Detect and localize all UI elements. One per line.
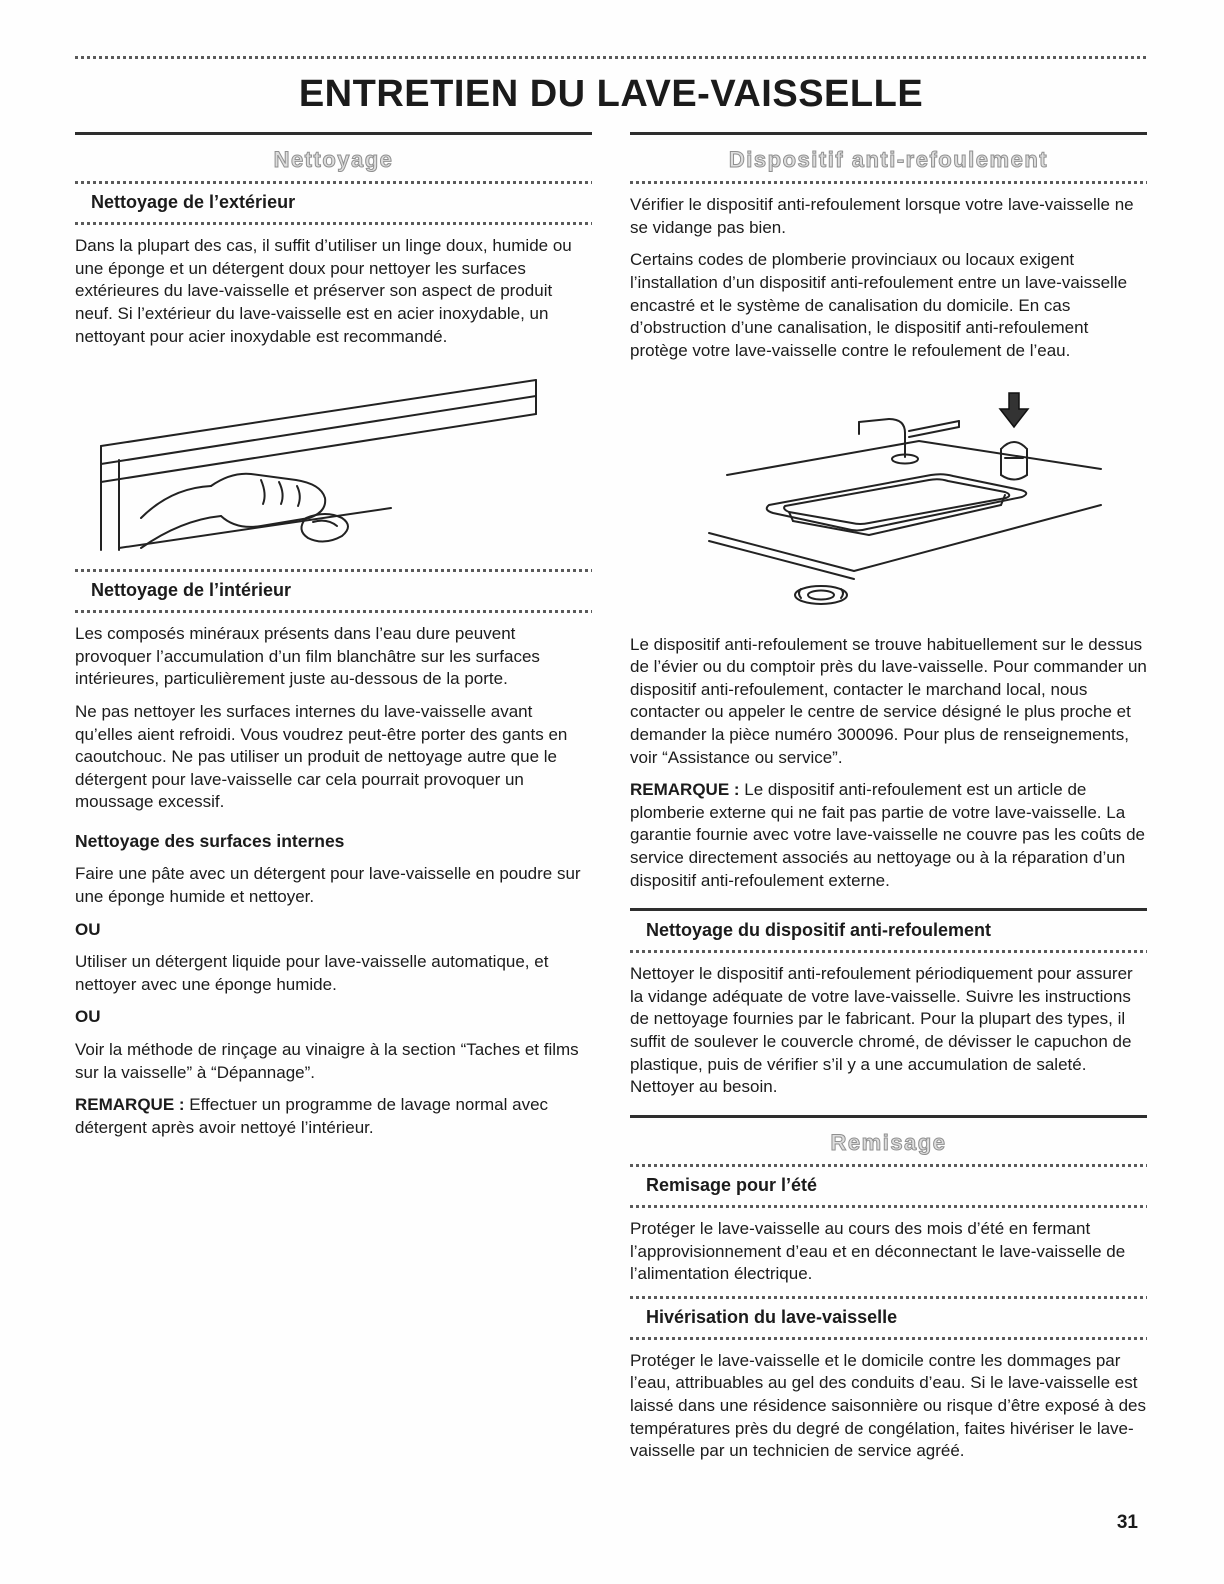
dotted-rule xyxy=(630,181,1147,184)
note-label: REMARQUE : xyxy=(630,780,745,800)
figure-sink-air-gap xyxy=(630,383,1147,618)
page-title: ENTRETIEN DU LAVE-VAISSELLE xyxy=(298,73,924,115)
dotted-rule xyxy=(75,569,592,572)
dotted-rule xyxy=(630,1164,1147,1167)
two-column-layout xyxy=(75,132,1147,1473)
dotted-rule xyxy=(630,950,1147,953)
heading-internal-surfaces: Nettoyage des surfaces internes xyxy=(75,831,345,852)
note-paragraph xyxy=(75,1094,592,1139)
section-header-anti-refoulement: Dispositif anti-refoulement xyxy=(728,147,1049,172)
paragraph-internal-2: Utiliser un détergent liquide pour lave-vaisselle automatique, et nettoyer avec une éponge humide. xyxy=(75,952,549,994)
dotted-rule xyxy=(630,1296,1147,1299)
note-paragraph xyxy=(630,779,1147,892)
paragraph-summer-storage: Protéger le lave-vaisselle au cours des mois d’été en fermant l’approvisionnement d’eau et en déconnectant le lave-vaisselle de l’alimentation électrique. xyxy=(630,1219,1126,1284)
note-text: Effectuer un programme de lavage normal avec détergent après avoir nettoyé l’intérieur. xyxy=(75,1095,549,1137)
dotted-rule xyxy=(75,181,592,184)
note-text: Le dispositif anti-refoulement est un article de plomberie externe qui ne fait pas partie de votre lave-vaisselle. La garantie fournie avec votre lave-vaisselle ne couvre pas les coûts de service directement associés au nettoyage ou à la réparation d’un dispositif anti-refoulement externe. xyxy=(630,780,1146,890)
paragraph-winterizing: Protéger le lave-vaisselle et le domicile contre les dommages par l’eau, attribuables au gel des conduits d’eau. Si le lave-vaisselle est laissé dans une résidence saisonnière ou risque d’être exposé à des températures près du degré de congélation, faites hivériser le lave-vaisselle par un technicien de service agréé. xyxy=(630,1350,1146,1461)
subsection-exterior-cleaning: Nettoyage de l’extérieur xyxy=(91,192,296,213)
paragraph-exterior-1: Dans la plupart des cas, il suffit d’utiliser un linge doux, humide ou une éponge et un détergent doux pour nettoyer les surfaces extérieures du lave-vaisselle et préserver son aspect de produit neuf. Si l’extérieur du lave-vaisselle est en acier inoxydable, un nettoyant pour acier inoxydable est recommandé. xyxy=(75,236,572,346)
subsection-interior-cleaning: Nettoyage de l’intérieur xyxy=(91,580,292,601)
column-top-rule xyxy=(630,132,1147,135)
paragraph-airgap-1: Vérifier le dispositif anti-refoulement lorsque votre lave-vaisselle ne se vidange pas bien. xyxy=(630,195,1134,237)
dotted-rule xyxy=(75,610,592,613)
solid-rule xyxy=(630,908,1147,911)
sink-air-gap-illustration xyxy=(669,383,1109,618)
section-header-remisage: Remisage xyxy=(830,1129,947,1155)
down-arrow-icon xyxy=(1000,393,1028,427)
paragraph-interior-2: Ne pas nettoyer les surfaces internes du lave-vaisselle avant qu’elles aient refroidi. Vous voudrez peut-être porter des gants en caoutchouc. Ne pas utiliser un produit de nettoyage autre que le détergent pour lave-vaisselle car cela pourrait provoquer un moussage excessif. xyxy=(75,702,568,812)
figure-hand-wiping xyxy=(75,368,592,553)
solid-rule xyxy=(630,1115,1147,1118)
subsection-winterizing: Hivérisation du lave-vaisselle xyxy=(646,1306,898,1327)
left-column xyxy=(75,132,592,1473)
section-header-nettoyage: Nettoyage xyxy=(273,147,394,172)
or-word: OU xyxy=(75,1007,101,1027)
dotted-rule xyxy=(630,1205,1147,1208)
note-label: REMARQUE : xyxy=(75,1095,190,1115)
paragraph-airgap-2: Certains codes de plomberie provinciaux ou locaux exigent l’installation d’un dispositif anti-refoulement entre un lave-vaisselle encastré et le système de canalisation du domicile. En cas d’obstruction d’une canalisation, le dispositif anti-refoulement protège votre lave-vaisselle contre le refoulement de l’eau. xyxy=(630,250,1128,360)
or-word: OU xyxy=(75,919,101,939)
paragraph-internal-1: Faire une pâte avec un détergent pour lave-vaisselle en poudre sur une éponge humide et nettoyer. xyxy=(75,864,581,906)
subsection-airgap-cleaning: Nettoyage du dispositif anti-refoulement xyxy=(646,920,992,941)
dotted-rule xyxy=(630,1337,1147,1340)
subsection-summer-storage: Remisage pour l’été xyxy=(646,1175,818,1196)
right-column xyxy=(630,132,1147,1473)
column-top-rule xyxy=(75,132,592,135)
page-number: 31 xyxy=(1116,1512,1138,1533)
paragraph-airgap-cleaning: Nettoyer le dispositif anti-refoulement périodiquement pour assurer la vidange adéquate de votre lave-vaisselle. Suivre les instructions de nettoyage fournies par le fabricant. Pour la plupart des types, il suffit de soulever le couvercle chromé, de dévisser le capuchon de plastique, puis de vérifier s’il y a une accumulation de saleté. Nettoyer au besoin. xyxy=(630,964,1133,1097)
paragraph-interior-1: Les composés minéraux présents dans l’eau dure peuvent provoquer l’accumulation d’un film blanchâtre sur les surfaces intérieures, particulièrement juste au-dessous de la porte. xyxy=(75,624,540,689)
paragraph-internal-3: Voir la méthode de rinçage au vinaigre à la section “Taches et films sur la vaisselle” à “Dépannage”. xyxy=(75,1039,579,1082)
dotted-rule xyxy=(75,222,592,225)
top-dotted-rule xyxy=(75,56,1147,59)
hand-wiping-illustration xyxy=(81,368,551,553)
paragraph-airgap-3: Le dispositif anti-refoulement se trouve habituellement sur le dessus de l’évier ou du comptoir près du lave-vaisselle. Pour commander un dispositif anti-refoulement, contacter le marchand local, nous contacter ou appeler le centre de service désigné le plus proche et demander la pièce numéro 300096. Pour plus de renseignements, voir “Assistance ou service”. xyxy=(630,634,1147,767)
